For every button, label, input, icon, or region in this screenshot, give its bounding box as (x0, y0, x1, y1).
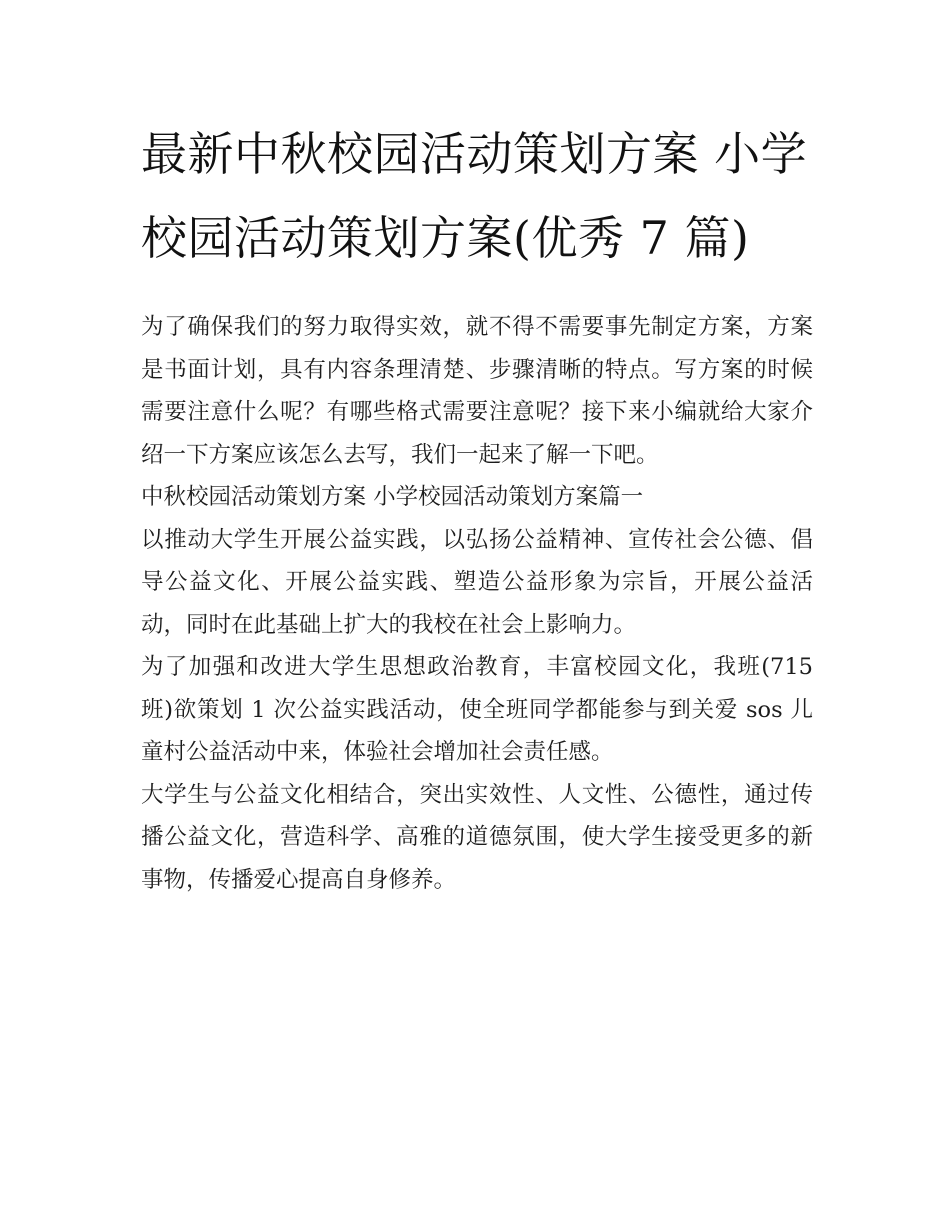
document-title: 最新中秋校园活动策划方案 小学校园活动策划方案(优秀 7 篇) (141, 127, 808, 265)
body-paragraph: 为了加强和改进大学生思想政治教育，丰富校园文化，我班(715 班)欲策划 1 次公益实践活动，使全班同学都能参与到关爱 sos 儿童村公益活动中来，体验社会增加社会责任感。 (141, 654, 813, 765)
document-body (141, 306, 813, 901)
document-content (141, 112, 813, 901)
section-heading: 中秋校园活动策划方案 小学校园活动策划方案篇一 (141, 484, 644, 510)
body-paragraph: 以推动大学生开展公益实践，以弘扬公益精神、宣传社会公德、倡导公益文化、开展公益实践、塑造公益形象为宗旨，开展公益活动，同时在此基础上扩大的我校在社会上影响力。 (141, 526, 813, 638)
intro-paragraph: 为了确保我们的努力取得实效，就不得不需要事先制定方案，方案是书面计划，具有内容条理清楚、步骤清晰的特点。写方案的时候需要注意什么呢？有哪些格式需要注意呢？接下来小编就给大家介绍一下方案应该怎么去写，我们一起来了解一下吧。 (141, 314, 813, 468)
body-paragraph: 大学生与公益文化相结合，突出实效性、人文性、公德性，通过传播公益文化，营造科学、高雅的道德氛围，使大学生接受更多的新事物，传播爱心提高自身修养。 (141, 781, 813, 893)
